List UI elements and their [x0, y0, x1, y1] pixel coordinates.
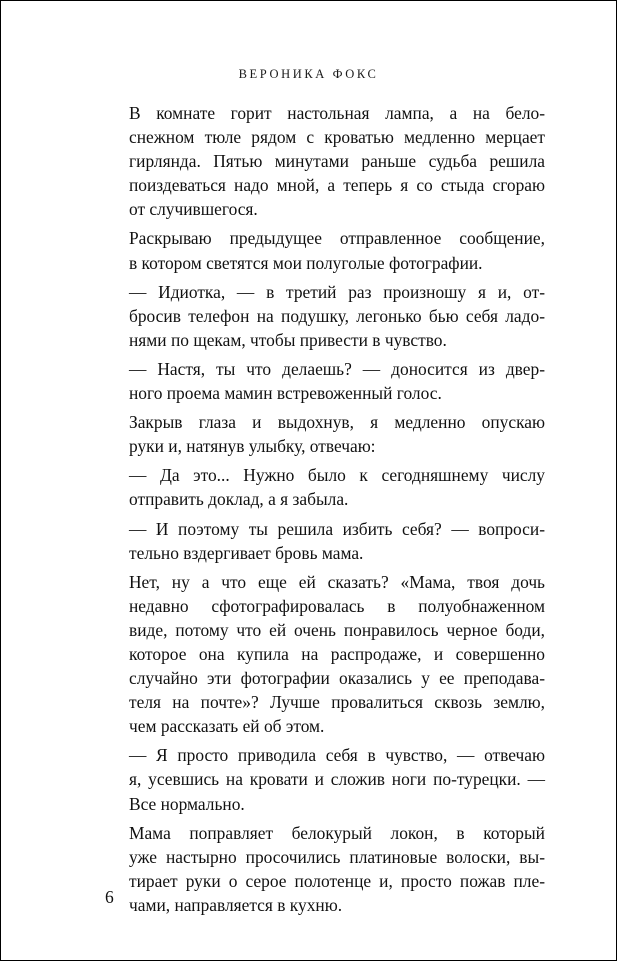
paragraph — [107, 101, 545, 221]
page-number: 6 — [105, 887, 114, 907]
paragraph — [107, 743, 545, 815]
text-line: В комнате горит настольная лампа, а на бело- — [129, 103, 545, 123]
text-line: теля на почте»? Лучше провалиться сквозь землю, — [129, 692, 545, 713]
text-line: ного проема мамин встревоженный голос. — [129, 383, 442, 404]
text-line: недавно сфотографировалась в полуобнаженном — [129, 595, 545, 616]
text-line: случайно эти фотографии оказались у ее преподава- — [129, 668, 545, 689]
text-line: тирает руки о серое полотенце и, просто пожав пле- — [129, 870, 545, 891]
text-line: бросив телефон на подушку, легонько бью себя ладо- — [129, 305, 545, 326]
text-line: Все нормально. — [129, 793, 245, 814]
body-text — [107, 101, 545, 922]
text-line: я, усевшись на кровати и сложив ноги по-турецки. — — [129, 769, 545, 790]
paragraph — [107, 570, 545, 739]
text-line: чем рассказать ей об этом. — [129, 716, 325, 737]
text-line: в котором светятся мои полуголые фотографии. — [129, 252, 483, 273]
text-line: — Да это... Нужно было к сегодняшнему числу — [129, 465, 545, 486]
text-line: гирлянда. Пятью минутами раньше судьба решила — [129, 151, 545, 172]
text-line: Раскрываю предыдущее отправленное сообщение, — [129, 228, 545, 249]
text-line: — Идиотка, — в третий раз произношу я и, от- — [129, 281, 545, 302]
paragraph — [107, 463, 545, 511]
text-line: отправить доклад, а я забыла. — [129, 489, 349, 510]
text-line: виде, потому что ей очень понравилось черное боди, — [129, 619, 545, 640]
text-line: — И поэтому ты решила избить себя? — вопроси- — [129, 518, 545, 539]
text-line: — Настя, ты что делаешь? — доносится из двер- — [129, 358, 545, 379]
paragraph — [107, 517, 545, 565]
text-line: нями по щекам, чтобы привести в чувство. — [129, 329, 447, 350]
text-line: чами, направляется в кухню. — [129, 894, 343, 915]
text-line: Мама поправляет белокурый локон, в который — [129, 822, 545, 843]
paragraph — [107, 226, 545, 274]
text-line: снежном тюле рядом с кроватью медленно мерцает — [129, 127, 545, 148]
text-line: поиздеваться надо мной, а теперь я со стыда сгораю — [129, 175, 545, 196]
running-header-author: ВЕРОНИКА ФОКС — [238, 67, 379, 81]
paragraph — [107, 821, 545, 917]
text-line: которое она купила на распродаже, и совершенно — [129, 643, 545, 664]
text-line: уже настырно просочились платиновые волоски, вы- — [129, 846, 545, 867]
paragraph — [107, 280, 545, 352]
text-line: Нет, ну а что еще ей сказать? «Мама, твоя дочь — [129, 571, 545, 592]
text-line: руки и, натянув улыбку, отвечаю: — [129, 436, 376, 457]
text-line: — Я просто приводила себя в чувство, — отвечаю — [129, 745, 545, 766]
paragraph — [107, 357, 545, 405]
paragraph — [107, 410, 545, 458]
text-line: от случившегося. — [129, 199, 258, 220]
text-line: Закрыв глаза и выдохнув, я медленно опускаю — [129, 412, 545, 433]
text-line: тельно вздергивает бровь мама. — [129, 542, 364, 563]
